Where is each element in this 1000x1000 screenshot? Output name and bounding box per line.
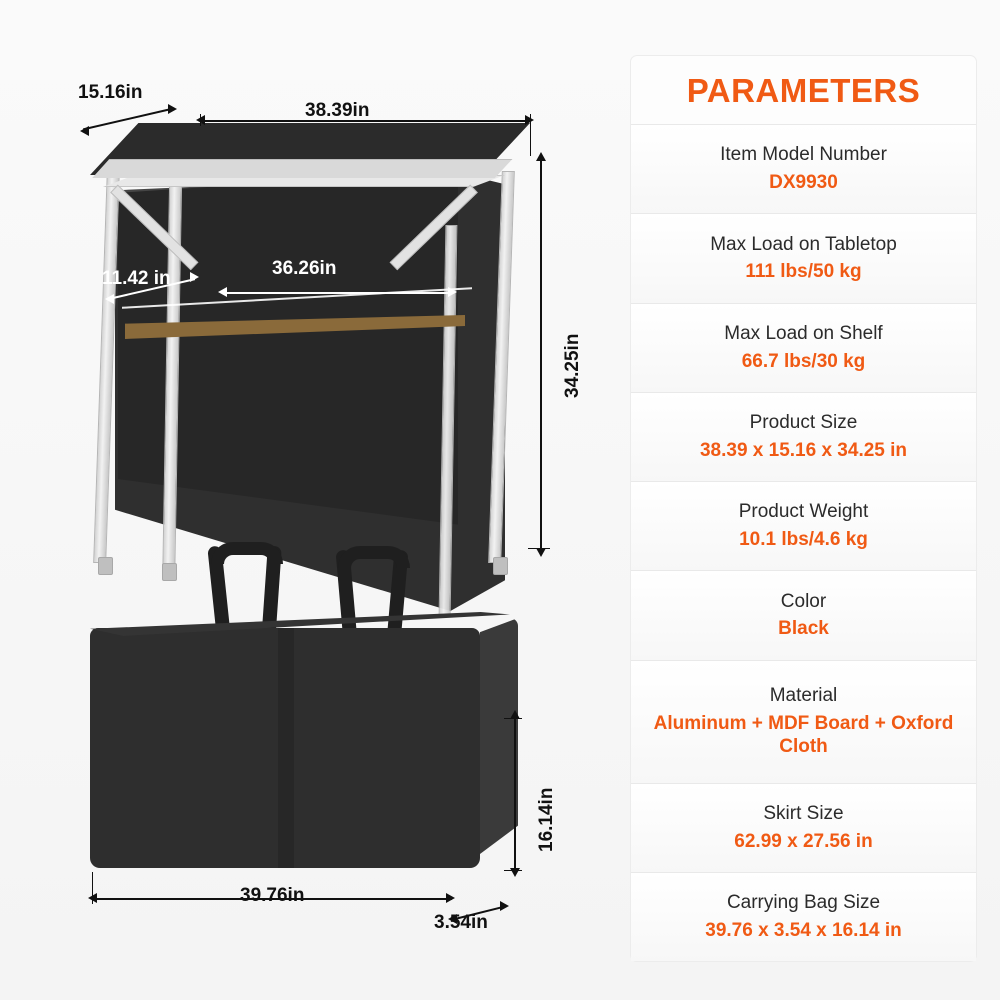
arrow-table-depth-left [80,126,89,136]
bag-handle-left-loop [211,542,283,564]
arrow-bag-width-right [446,893,455,903]
parameter-value: 39.76 x 3.54 x 16.14 in [705,919,902,941]
dimline-shelf-width [222,292,452,294]
tick-bag-width-left [92,872,93,904]
parameter-value: 111 lbs/50 kg [745,261,862,283]
dimline-table-height [540,160,542,550]
parameter-key: Product Weight [738,501,869,523]
carrying-bag-illustration [78,540,508,920]
parameter-value: 62.99 x 27.56 in [734,830,873,852]
parameter-key: Material [769,684,838,706]
arrow-table-depth-right [168,104,177,114]
arrow-shelf-depth-right [190,272,199,282]
parameter-value: Black [778,618,829,640]
parameter-value: 10.1 lbs/4.6 kg [739,529,868,551]
parameter-key: Item Model Number [720,144,887,166]
parameter-key: Max Load on Tabletop [710,233,897,255]
arrow-bag-depth-right [500,901,509,911]
label-bag-depth: 3.54in [434,912,488,933]
parameter-value: 38.39 x 15.16 x 34.25 in [699,439,908,461]
parameter-key: Product Size [749,412,858,434]
bag-center-seam [278,628,294,868]
table-top-aluminum-edge [90,159,530,178]
label-table-width: 38.39in [305,100,370,121]
parameter-row-max-load-shelf [631,303,976,392]
parameter-row-color [631,570,976,659]
label-table-height: 34.25in [562,333,583,398]
label-bag-height: 16.14in [536,787,557,852]
arrow-shelf-depth-left [105,294,114,304]
parameter-row-product-weight [631,481,976,570]
parameter-row-skirt-size [631,783,976,872]
tick-bag-height-top [504,718,522,719]
bag-side-panel [480,618,518,854]
table-top-surface [90,123,530,175]
arrow-shelf-width-left [218,287,227,297]
folding-table-illustration [70,105,550,565]
parameter-value: DX9930 [769,172,838,194]
tick-table-width-right [530,114,531,156]
parameter-row-item-model-number [631,124,976,213]
parameter-value: Aluminum + MDF Board + Oxford Cloth [653,712,954,758]
label-shelf-width: 36.26in [272,258,337,279]
arrow-shelf-width-right [448,287,457,297]
tick-table-height-bottom [528,548,550,549]
parameter-key: Color [780,590,827,612]
parameter-row-carrying-bag-size [631,872,976,961]
parameter-row-material [631,660,976,783]
label-shelf-depth: 11.42 in [102,268,171,289]
tick-bag-height-bottom [504,870,522,871]
parameter-key: Carrying Bag Size [726,892,881,914]
label-table-depth: 15.16in [78,82,143,103]
parameter-value: 66.7 lbs/30 kg [741,350,866,372]
parameter-row-product-size [631,392,976,481]
label-bag-width: 39.76in [240,885,305,906]
dimline-bag-height [514,718,516,870]
parameter-row-max-load-tabletop [631,213,976,302]
arrow-table-height-up [536,152,546,161]
parameter-key: Max Load on Shelf [724,322,883,344]
tick-table-width-left [200,114,201,126]
parameter-key: Skirt Size [763,802,844,824]
parameters-title: PARAMETERS [686,72,921,109]
bag-handle-right-loop [338,546,410,568]
parameters-panel [631,56,976,961]
